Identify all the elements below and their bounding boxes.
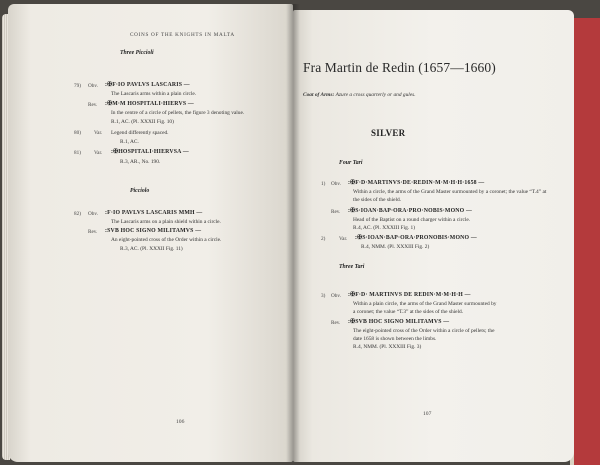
coin-description: Within a plain circle, the arms of the Grand Master surmounted by <box>353 301 497 307</box>
coin-legend: :✠SVB HOC SIGNO MILITAMVS — <box>348 319 450 325</box>
coin-reference: R.1, AC. (Pl. XXXII Fig. 10) <box>111 119 174 125</box>
coin-legend: :✠F·D· MARTINVS DE REDIN·M·M·H·H — <box>348 292 471 298</box>
coin-reference: R.3, AC. (Pl. XXXII Fig. 11) <box>120 246 183 252</box>
chapter-title: Fra Martin de Redin (1657—1660) <box>303 60 496 75</box>
entry-number: 3) <box>321 293 326 299</box>
coin-legend: :✠F·IO PAVLVS LASCARIS — <box>105 82 190 88</box>
entry-kind: Obv. <box>88 83 98 89</box>
coin-legend: :✠S·IOAN·BAP·ORA·PRO·NOBIS·MONO — <box>348 208 473 214</box>
entry-number: 80) <box>74 130 81 136</box>
coin-reference: R.4, NMM. (Pl. XXXIII Fig. 2) <box>361 244 430 250</box>
entry-number: 81) <box>74 150 81 156</box>
coin-description: In the centre of a circle of pellets, the figure 3 denoting value. <box>111 110 245 116</box>
entry-kind: Obv. <box>331 181 341 187</box>
coin-description: The eight-pointed cross of the Order within a circle of pellets; the <box>353 328 495 334</box>
red-book-cover <box>572 18 600 465</box>
metal-heading: SILVER <box>371 128 406 138</box>
coin-reference: R.3, AR., No. 190. <box>120 159 161 165</box>
coin-legend: :SVB HOC SIGNO MILITAMVS — <box>105 228 202 234</box>
entry-number: 1) <box>321 181 326 187</box>
running-head: COINS OF THE KNIGHTS IN MALTA <box>130 32 235 38</box>
coin-legend: :✠M·M HOSPITALI·HIERVS — <box>105 101 194 107</box>
coin-description: An eight-pointed cross of the Order within a circle. <box>111 237 222 243</box>
left-page <box>8 4 293 462</box>
entry-kind: Var. <box>339 236 348 242</box>
coat-of-arms-text: Azure a cross quarterly or and gules. <box>335 92 416 98</box>
page-number: 106 <box>176 419 185 425</box>
entry-number: 79) <box>74 83 81 89</box>
coin-reference: R.4, AC. (Pl. XXXIII Fig. 1) <box>353 225 415 231</box>
coat-of-arms <box>303 92 416 98</box>
coin-description: Within a circle, the arms of the Grand Master surmounted by a coronet; the value “T.4” at the sides of the shield. <box>353 189 547 203</box>
book-gutter-shadow <box>286 4 300 462</box>
entry-kind: Rev. <box>331 209 341 215</box>
coin-legend: :✠F·D·MARTINVS·DE·REDIN·M·M·H·H·1658 — <box>348 180 485 186</box>
coin-description: The Lascaris arms within a plain circle. <box>111 91 197 97</box>
coin-description: date 1658 is shown between the limbs. <box>353 336 437 342</box>
entry-kind: Obv. <box>88 211 98 217</box>
entry-kind: Var. <box>94 150 103 156</box>
entry-number: 2) <box>321 236 326 242</box>
section-heading-three-piccioli: Three Piccioli <box>120 50 154 56</box>
coin-description: a coronet; the value “T.3” at the sides of the shield. <box>353 309 464 315</box>
entry-kind: Rev. <box>331 320 341 326</box>
right-page <box>293 10 574 462</box>
coin-description: Head of the Baptist on a round charger within a circle. <box>353 217 471 223</box>
entry-kind: Obv. <box>331 293 341 299</box>
entry-kind: Rev. <box>88 102 98 108</box>
coin-reference: R.1, AC. <box>120 139 139 145</box>
coin-legend: :✠S·IOAN·BAP·ORA·PRONOBIS·MONO — <box>355 235 477 241</box>
page-number: 107 <box>423 411 432 417</box>
entry-number: 82) <box>74 211 81 217</box>
coin-legend: :✠HOSPITALI·HIERVSA — <box>111 149 189 155</box>
entry-kind: Var. <box>94 130 103 136</box>
coat-of-arms-label: Coat of Arms: <box>303 92 335 98</box>
coin-description: The Lascaris arms on a plain shield within a circle. <box>111 219 221 225</box>
coin-description: Legend differently spaced. <box>111 130 169 136</box>
coin-legend: :F·IO PAVLVS LASCARIS MMH — <box>105 210 203 216</box>
section-heading-picciolo: Picciolo <box>130 188 150 194</box>
entry-kind: Rev. <box>88 229 98 235</box>
coin-reference: R.4, NMM. (Pl. XXXIII Fig. 3) <box>353 344 422 350</box>
section-heading-three-tari: Three Tari <box>339 264 365 270</box>
section-heading-four-tari: Four Tari <box>339 160 363 166</box>
